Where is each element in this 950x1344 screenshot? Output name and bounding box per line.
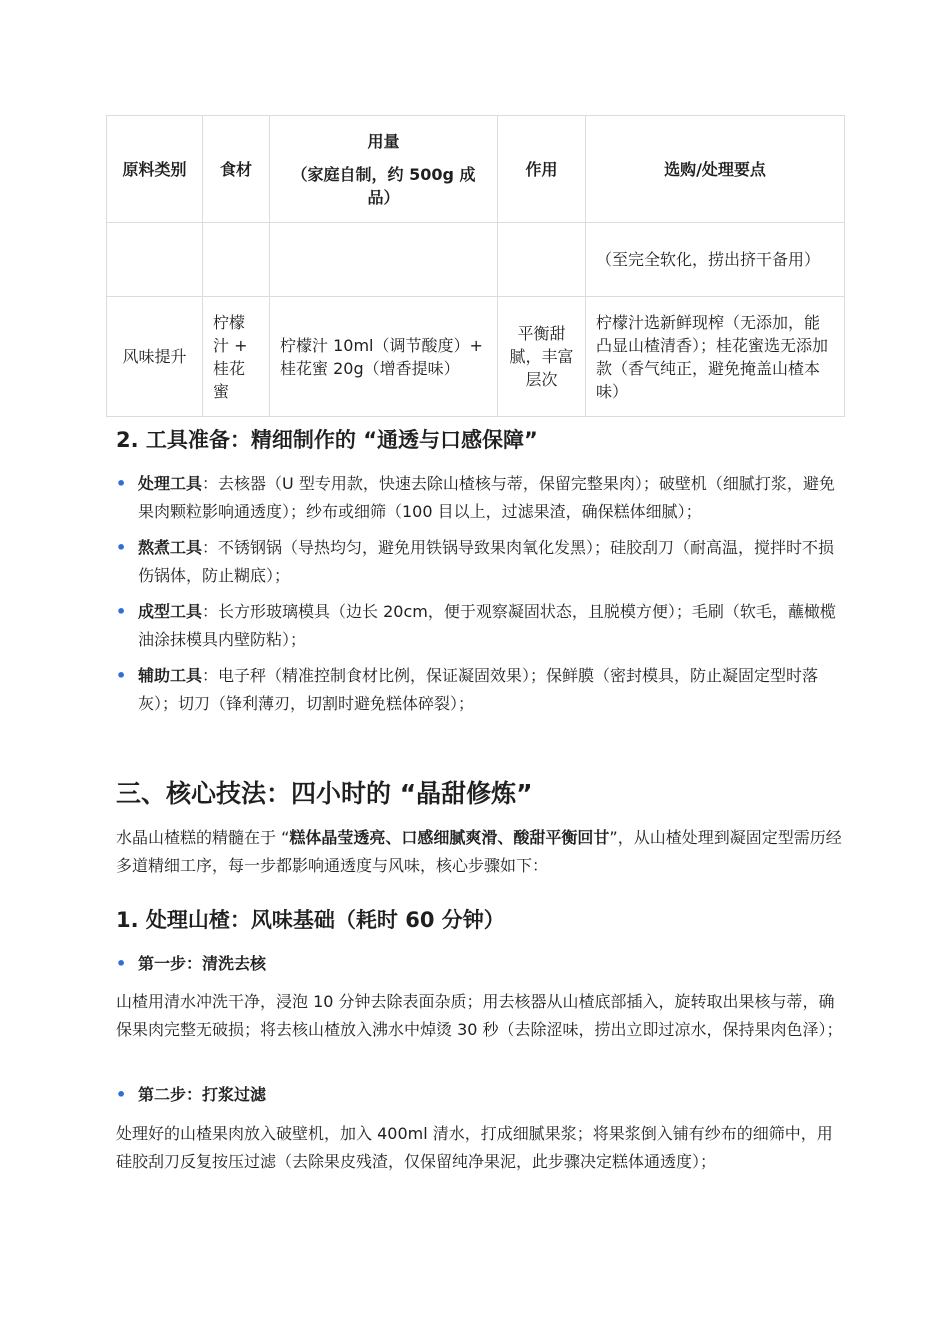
list-item bbox=[116, 534, 836, 589]
cell-ingredient: 柠檬汁 + 桂花蜜 bbox=[203, 297, 270, 417]
table-row bbox=[107, 297, 845, 417]
cell-ingredient bbox=[203, 223, 270, 297]
step-title bbox=[116, 1082, 266, 1108]
header-amount bbox=[270, 116, 498, 223]
cell-purpose bbox=[498, 223, 586, 297]
header-category: 原料类别 bbox=[107, 116, 203, 223]
list-item bbox=[116, 598, 836, 653]
cell-tips: （至完全软化，捞出挤干备用） bbox=[586, 223, 845, 297]
cell-purpose: 平衡甜腻，丰富层次 bbox=[498, 297, 586, 417]
core-intro bbox=[116, 824, 846, 880]
bullet-icon: • bbox=[116, 1085, 127, 1104]
bullet-icon: • bbox=[116, 474, 127, 493]
table-header-row bbox=[107, 116, 845, 223]
cell-amount bbox=[270, 223, 498, 297]
header-purpose: 作用 bbox=[498, 116, 586, 223]
item-label: 处理工具 bbox=[138, 474, 203, 493]
tools-heading: 2. 工具准备：精细制作的 “通透与口感保障” bbox=[116, 428, 538, 452]
list-item bbox=[116, 662, 836, 717]
step-text: 处理好的山楂果肉放入破壁机，加入 400ml 清水，打成细腻果浆；将果浆倒入铺有纱布的细筛中，用硅胶刮刀反复按压过滤（去除果皮残渣，仅保留纯净果泥，此步骤决定糕体通透度）； bbox=[116, 1124, 833, 1171]
bullet-icon: • bbox=[116, 602, 127, 621]
item-label: 熬煮工具 bbox=[138, 538, 203, 557]
cell-category: 风味提升 bbox=[107, 297, 203, 417]
step-text: 山楂用清水冲洗干净，浸泡 10 分钟去除表面杂质；用去核器从山楂底部插入，旋转取出果核与蒂，确保果肉完整无破损；将去核山楂放入沸水中焯烫 30 秒（去除涩味，捞出立即过凉水，保持果肉色泽）； bbox=[116, 992, 843, 1039]
step-title bbox=[116, 951, 266, 977]
header-ingredient: 食材 bbox=[203, 116, 270, 223]
intro-bold: 糕体晶莹透亮、口感细腻爽滑、酸甜平衡回甘 bbox=[289, 828, 610, 847]
ingredients-table bbox=[106, 115, 845, 417]
cell-tips: 柠檬汁选新鲜现榨（无添加，能凸显山楂清香）；桂花蜜选无添加款（香气纯正，避免掩盖山楂本味） bbox=[586, 297, 845, 417]
item-text: ：长方形玻璃模具（边长 20cm，便于观察凝固状态，且脱模方便）；毛刷（软毛，蘸橄榄油涂抹模具内壁防粘）； bbox=[138, 602, 836, 649]
item-text: ：电子秤（精准控制食材比例，保证凝固效果）；保鲜膜（密封模具，防止凝固定型时落灰）；切刀（锋利薄刃，切割时避免糕体碎裂）； bbox=[138, 666, 819, 713]
step-title-text: 第一步：清洗去核 bbox=[138, 954, 267, 973]
cell-amount: 柠檬汁 10ml（调节酸度）+ 桂花蜜 20g（增香提味） bbox=[270, 297, 498, 417]
step-title-text: 第二步：打浆过滤 bbox=[138, 1085, 267, 1104]
tools-list bbox=[116, 470, 836, 726]
header-amount-line2: （家庭自制，约 500g 成品） bbox=[291, 164, 476, 207]
item-text: ：不锈钢锅（导热均匀，避免用铁锅导致果肉氧化发黑）；硅胶刮刀（耐高温，搅拌时不损伤锅体，防止糊底）； bbox=[138, 538, 835, 585]
core-heading: 三、核心技法：四小时的 “晶甜修炼” bbox=[116, 779, 533, 808]
header-amount-line1: 用量 bbox=[367, 131, 400, 151]
header-tips: 选购/处理要点 bbox=[586, 116, 845, 223]
step-heading: 1. 处理山楂：风味基础（耗时 60 分钟） bbox=[116, 908, 505, 932]
item-label: 辅助工具 bbox=[138, 666, 203, 685]
table-row bbox=[107, 223, 845, 297]
list-item bbox=[116, 470, 836, 525]
bullet-icon: • bbox=[116, 666, 127, 685]
intro-prefix: 水晶山楂糕的精髓在于 “ bbox=[116, 828, 290, 847]
item-label: 成型工具 bbox=[138, 602, 203, 621]
item-text: ：去核器（U 型专用款，快速去除山楂核与蒂，保留完整果肉）；破壁机（细腻打浆，避免果肉颗粒影响通透度）；纱布或细筛（100 目以上，过滤果渣，确保糕体细腻）； bbox=[138, 474, 835, 521]
bullet-icon: • bbox=[116, 954, 127, 973]
cell-category bbox=[107, 223, 203, 297]
intro-suffix: ”，从山楂处理到凝固定型需历经多道精细工序，每一步都影响通透度与风味，核心步骤如下： bbox=[116, 828, 842, 875]
bullet-icon: • bbox=[116, 538, 127, 557]
